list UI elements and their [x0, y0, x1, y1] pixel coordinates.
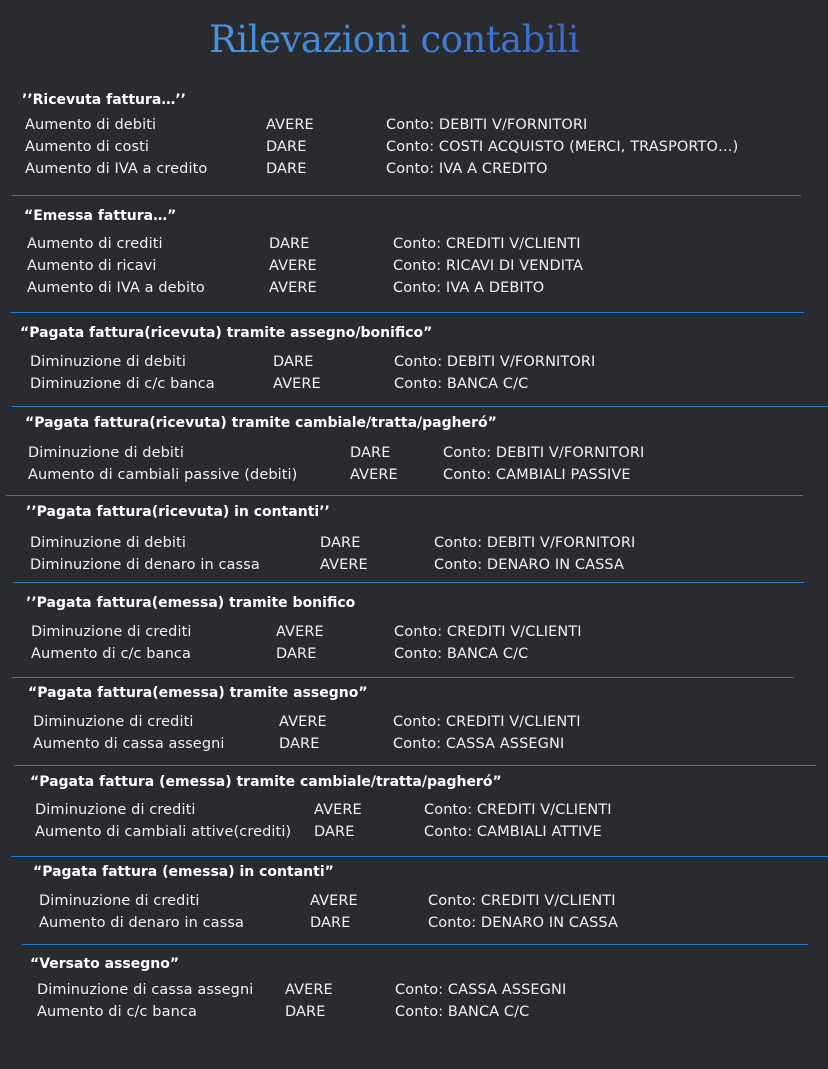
entry-side: AVERE [350, 467, 398, 483]
entry-side: AVERE [273, 376, 321, 392]
entry-side: AVERE [314, 802, 362, 818]
entry-account: Conto: CAMBIALI PASSIVE [443, 467, 631, 483]
entry-account: Conto: DENARO IN CASSA [434, 557, 624, 573]
entry-side: AVERE [269, 258, 317, 274]
entry-description: Diminuzione di debiti [30, 354, 186, 370]
page-title: Rilevazioni contabili [0, 18, 788, 61]
entry-account: Conto: DEBITI V/FORNITORI [386, 117, 588, 133]
entry-side: DARE [310, 915, 351, 931]
entry-description: Diminuzione di c/c banca [30, 376, 215, 392]
entry-account: Conto: COSTI ACQUISTO (MERCI, TRASPORTO…) [386, 139, 739, 155]
entry-side: DARE [266, 139, 307, 155]
entry-side: AVERE [269, 280, 317, 296]
entry-account: Conto: BANCA C/C [395, 1004, 530, 1020]
entry-side: DARE [285, 1004, 326, 1020]
entry-description: Aumento di cassa assegni [33, 736, 225, 752]
section-heading-emessa-fattura: “Emessa fattura…” [24, 208, 177, 224]
section-heading-pagata-ricevuta-assegno: “Pagata fattura(ricevuta) tramite assegno/bonifico” [20, 325, 433, 341]
entry-description: Diminuzione di crediti [33, 714, 194, 730]
section-divider [13, 582, 804, 583]
section-heading-pagata-ricevuta-cambiale: “Pagata fattura(ricevuta) tramite cambiale/tratta/pagheró” [25, 415, 497, 431]
entry-account: Conto: RICAVI DI VENDITA [393, 258, 583, 274]
entry-account: Conto: DENARO IN CASSA [428, 915, 618, 931]
section-heading-pagata-emessa-assegno: “Pagata fattura(emessa) tramite assegno” [28, 685, 368, 701]
section-heading-ricevuta-fattura: ’’Ricevuta fattura…’’ [22, 92, 186, 108]
entry-description: Aumento di c/c banca [31, 646, 191, 662]
entry-side: DARE [279, 736, 320, 752]
entry-description: Aumento di c/c banca [37, 1004, 197, 1020]
entry-account: Conto: CASSA ASSEGNI [395, 982, 567, 998]
entry-side: DARE [320, 535, 361, 551]
entry-account: Conto: DEBITI V/FORNITORI [394, 354, 596, 370]
section-heading-pagata-emessa-cambiale: “Pagata fattura (emessa) tramite cambiale/tratta/pagheró” [30, 774, 502, 790]
entry-description: Aumento di denaro in cassa [39, 915, 244, 931]
section-divider [11, 856, 828, 857]
section-divider [10, 312, 804, 313]
entry-side: DARE [269, 236, 310, 252]
section-heading-versato-assegno: “Versato assegno” [30, 956, 180, 972]
entry-account: Conto: CAMBIALI ATTIVE [424, 824, 602, 840]
entry-account: Conto: CREDITI V/CLIENTI [394, 624, 582, 640]
section-divider [22, 944, 808, 945]
section-divider [6, 495, 803, 496]
entry-side: DARE [276, 646, 317, 662]
entry-description: Diminuzione di cassa assegni [37, 982, 254, 998]
entry-side: DARE [350, 445, 391, 461]
entry-side: DARE [266, 161, 307, 177]
section-heading-pagata-emessa-bonifico: ’’Pagata fattura(emessa) tramite bonifico [26, 595, 356, 611]
entry-account: Conto: CREDITI V/CLIENTI [393, 236, 581, 252]
entry-description: Diminuzione di crediti [39, 893, 200, 909]
entry-side: AVERE [310, 893, 358, 909]
entry-side: DARE [314, 824, 355, 840]
section-divider [12, 677, 794, 678]
entry-account: Conto: DEBITI V/FORNITORI [443, 445, 645, 461]
entry-account: Conto: CASSA ASSEGNI [393, 736, 565, 752]
entry-description: Diminuzione di denaro in cassa [30, 557, 260, 573]
section-divider [12, 406, 828, 407]
entry-side: DARE [273, 354, 314, 370]
entry-side: AVERE [266, 117, 314, 133]
entry-description: Aumento di IVA a debito [27, 280, 205, 296]
section-divider [14, 765, 816, 766]
entry-description: Aumento di cambiali attive(crediti) [35, 824, 292, 840]
entry-description: Aumento di costi [25, 139, 150, 155]
entry-account: Conto: BANCA C/C [394, 646, 529, 662]
entry-account: Conto: DEBITI V/FORNITORI [434, 535, 636, 551]
section-divider [12, 195, 801, 196]
section-heading-pagata-ricevuta-contanti: ’’Pagata fattura(ricevuta) in contanti’’ [26, 504, 330, 520]
entry-account: Conto: IVA A CREDITO [386, 161, 548, 177]
entry-description: Diminuzione di crediti [31, 624, 192, 640]
entry-description: Aumento di cambiali passive (debiti) [28, 467, 298, 483]
entry-account: Conto: CREDITI V/CLIENTI [428, 893, 616, 909]
entry-side: AVERE [285, 982, 333, 998]
entry-description: Aumento di debiti [25, 117, 157, 133]
entry-side: AVERE [279, 714, 327, 730]
entry-description: Diminuzione di crediti [35, 802, 196, 818]
entry-description: Diminuzione di debiti [28, 445, 184, 461]
entry-description: Aumento di crediti [27, 236, 163, 252]
entry-side: AVERE [320, 557, 368, 573]
entry-description: Aumento di IVA a credito [25, 161, 208, 177]
entry-description: Diminuzione di debiti [30, 535, 186, 551]
section-heading-pagata-emessa-contanti: “Pagata fattura (emessa) in contanti” [33, 864, 334, 880]
entry-description: Aumento di ricavi [27, 258, 157, 274]
entry-side: AVERE [276, 624, 324, 640]
entry-account: Conto: CREDITI V/CLIENTI [393, 714, 581, 730]
entry-account: Conto: IVA A DEBITO [393, 280, 545, 296]
entry-account: Conto: CREDITI V/CLIENTI [424, 802, 612, 818]
entry-account: Conto: BANCA C/C [394, 376, 529, 392]
